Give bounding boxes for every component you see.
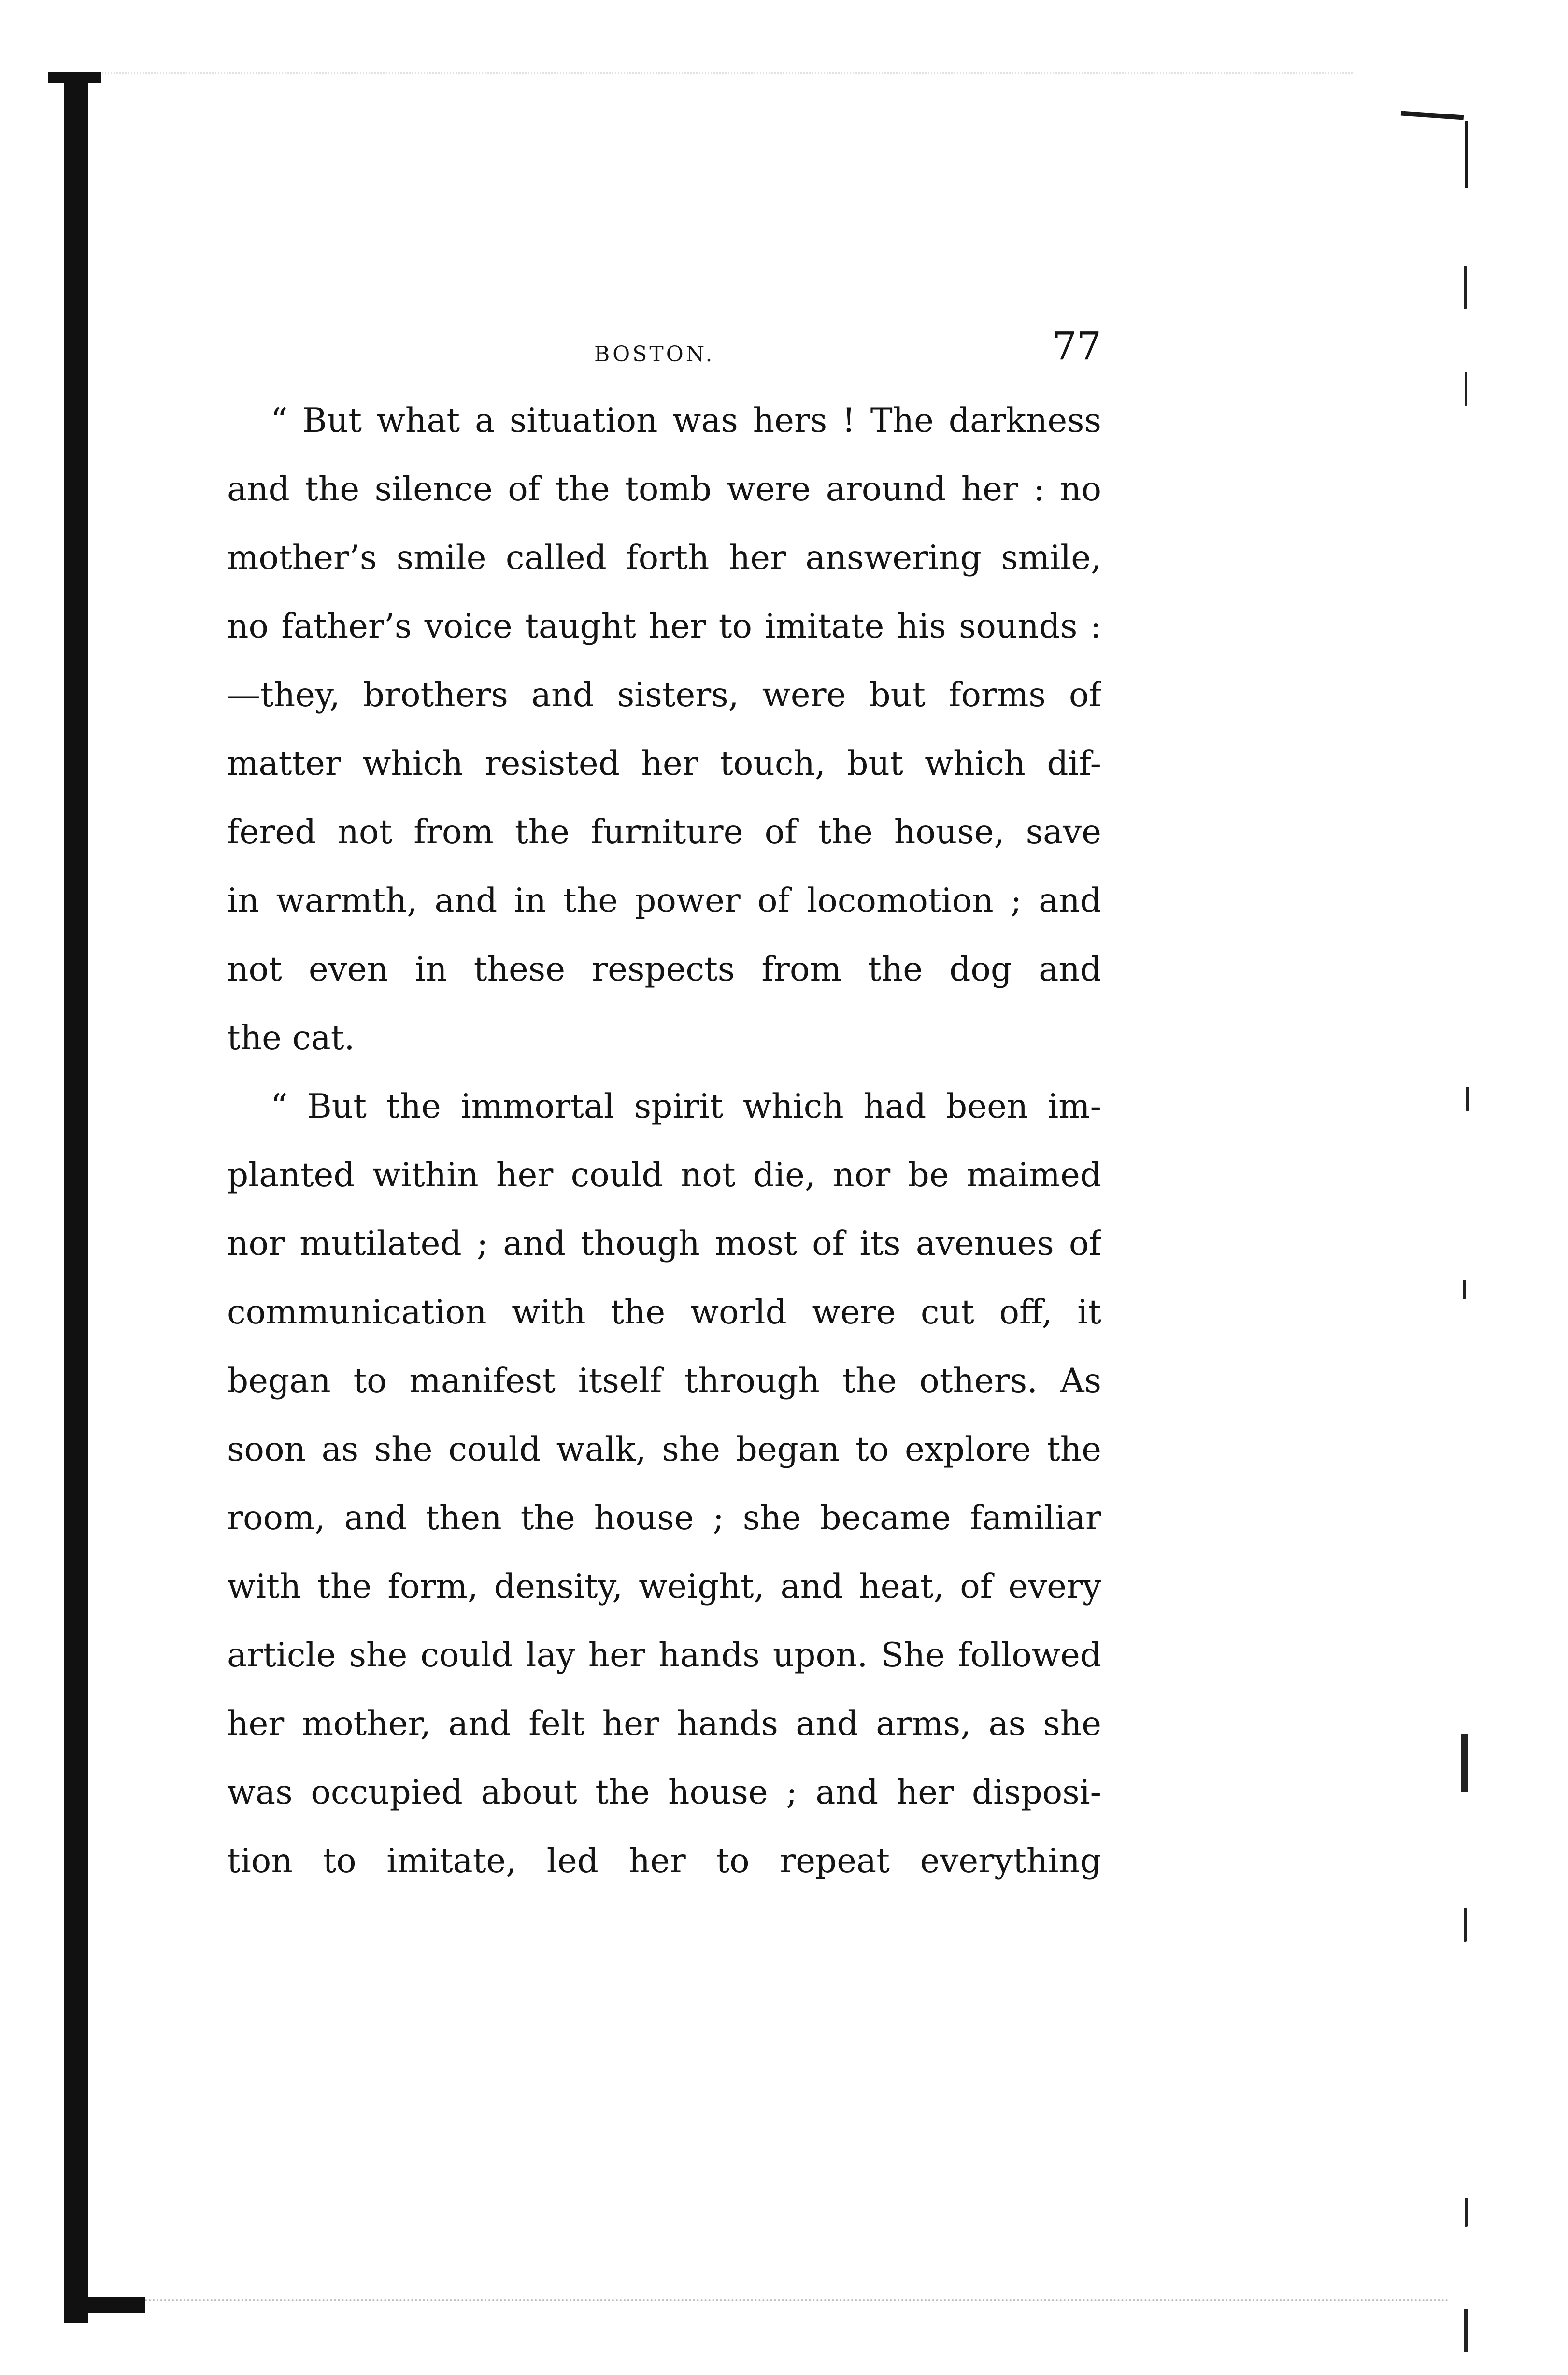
text-line: article she could lay her hands upon. She followed bbox=[227, 1636, 1101, 1675]
running-head bbox=[227, 314, 1101, 386]
text-line: in warmth, and in the power of locomotion ; and bbox=[227, 882, 1101, 920]
page-number: 77 bbox=[1052, 324, 1101, 369]
text-line: “ But the immortal spirit which had been im- bbox=[271, 1087, 1101, 1126]
text-line: not even in these respects from the dog and bbox=[227, 950, 1101, 989]
text-line: room, and then the house ; she became familiar bbox=[227, 1499, 1101, 1537]
book-page bbox=[227, 314, 1101, 1895]
scan-corner-mark bbox=[1401, 111, 1464, 120]
text-line: “ But what a situation was hers ! The darkness bbox=[271, 401, 1101, 440]
text-line: matter which resisted her touch, but which dif- bbox=[227, 744, 1101, 783]
text-line: was occupied about the house ; and her disposi- bbox=[227, 1773, 1101, 1812]
text-line: communication with the world were cut off, it bbox=[227, 1293, 1101, 1332]
text-line: planted within her could not die, nor be maimed bbox=[227, 1156, 1101, 1195]
text-line: the cat. bbox=[227, 1019, 355, 1057]
scan-left-bar-foot bbox=[72, 2297, 145, 2313]
text-line: with the form, density, weight, and heat, of every bbox=[227, 1567, 1101, 1606]
scan-corner-mark-vertical bbox=[1465, 121, 1468, 188]
scan-bottom-edge bbox=[145, 2299, 1449, 2303]
scan-left-bar bbox=[64, 77, 88, 2323]
text-line: tion to imitate, led her to repeat everything bbox=[227, 1842, 1101, 1880]
text-line: no father’s voice taught her to imitate his sounds : bbox=[227, 607, 1101, 646]
text-line: began to manifest itself through the others. As bbox=[227, 1362, 1101, 1400]
text-line: fered not from the furniture of the house, save bbox=[227, 813, 1101, 852]
text-line: —they, brothers and sisters, were but forms of bbox=[227, 676, 1101, 714]
text-line: her mother, and felt her hands and arms, as she bbox=[227, 1705, 1101, 1743]
text-line: mother’s smile called forth her answering smile, bbox=[227, 539, 1101, 577]
page-header-title: BOSTON. bbox=[594, 342, 715, 367]
text-line: and the silence of the tomb were around her : no bbox=[227, 470, 1101, 509]
scan-top-edge bbox=[97, 72, 1353, 76]
paragraph-1 bbox=[227, 386, 1101, 1072]
text-line: soon as she could walk, she began to explore the bbox=[227, 1430, 1101, 1469]
scan-right-edge-specks bbox=[1454, 266, 1483, 2343]
text-line: nor mutilated ; and though most of its avenues of bbox=[227, 1224, 1101, 1263]
paragraph-2 bbox=[227, 1072, 1101, 1895]
